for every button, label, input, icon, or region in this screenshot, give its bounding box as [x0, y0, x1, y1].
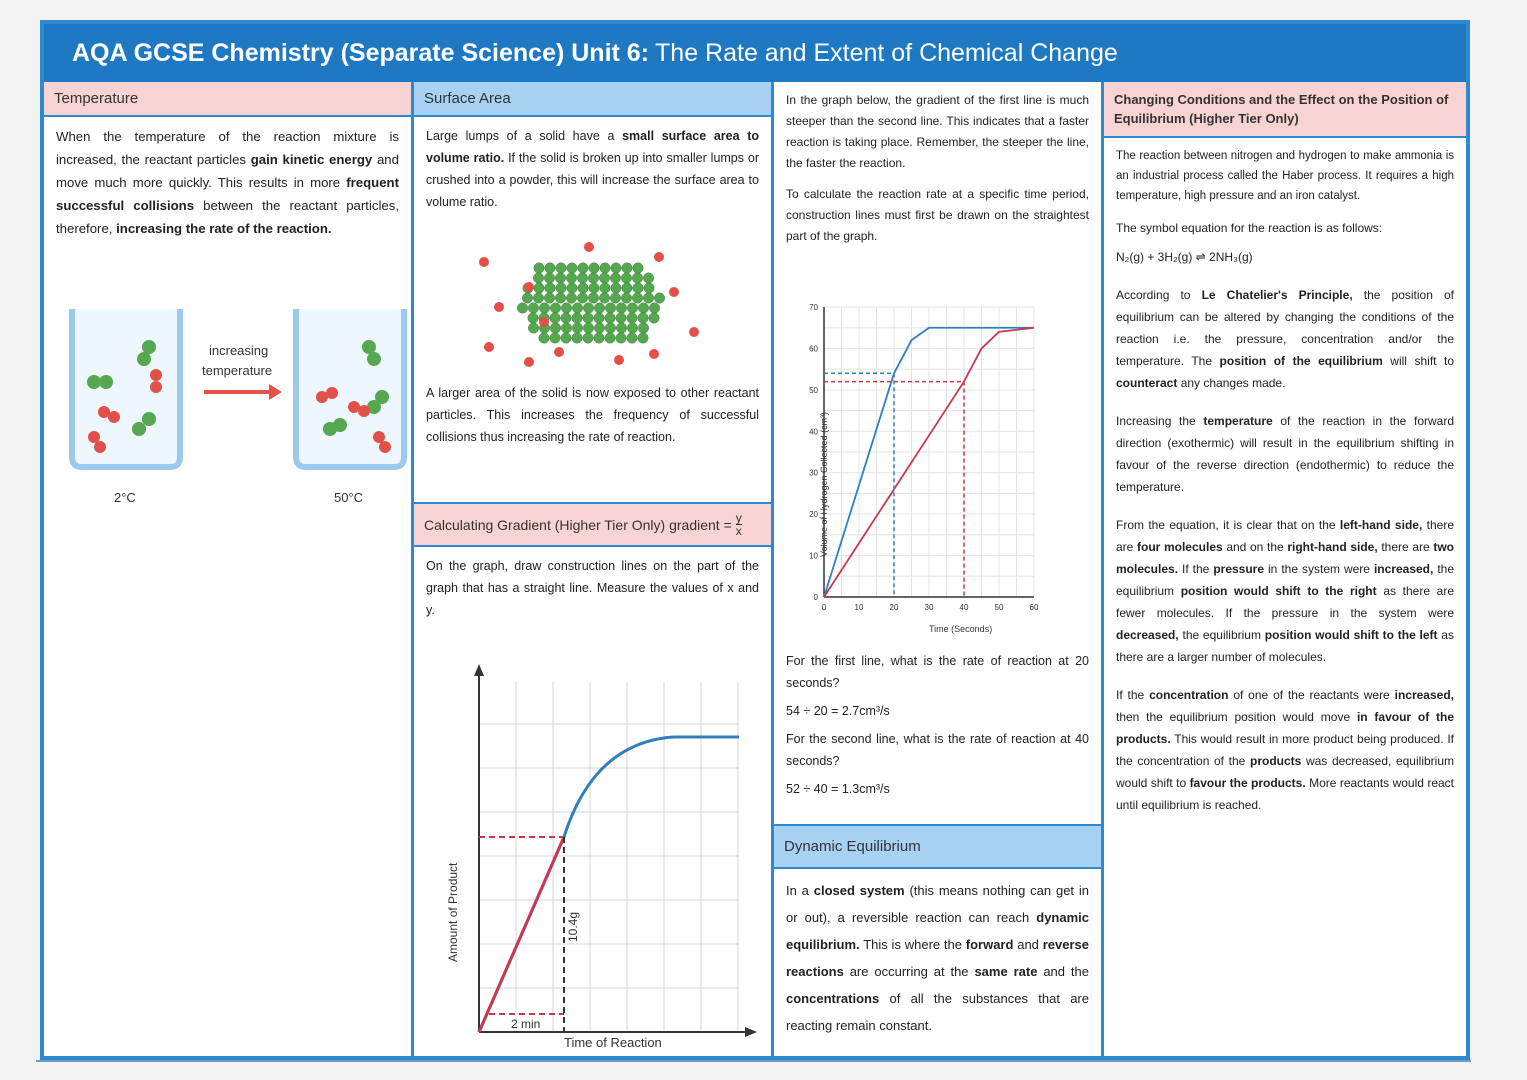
ce-bold-4: products	[1249, 754, 1302, 768]
ce-text-5: was decreased, equilibrium would shift to	[1116, 754, 1454, 790]
pe-text-8: as there are fewer molecules. If the pressure in the system were	[1116, 584, 1454, 620]
fraction-numerator: y	[735, 511, 742, 525]
te-text-2: of the reaction in the forward direction (exothermic) will result in the equilibrium shifting in favour of the reverse direction (endothermic) to reduce the temperature.	[1116, 414, 1455, 494]
temperature-text-3: between the reactant particles, therefore,	[56, 198, 399, 236]
x-value-label: 2 min	[511, 1017, 541, 1031]
gradient-x-label: Time of Reaction	[564, 1035, 662, 1050]
y-tick-label: 70	[809, 303, 818, 312]
ce-text-1: If the	[1116, 688, 1145, 702]
dyn-text-2: (this means nothing can get in or out), a reversible reaction can reach	[786, 883, 1089, 925]
title-rest: The Rate and Extent of Chemical Change	[655, 38, 1118, 67]
particles-diagram	[429, 242, 759, 372]
haber-text: The reaction between nitrogen and hydrogen to make ammonia is an industrial process called the Haber process. It requires a high temperature, high pressure and an iron catalyst.	[1116, 150, 1454, 202]
dyn-text-6: and the	[1043, 964, 1089, 979]
fraction-denominator: x	[735, 524, 742, 538]
pe-text-3: and on the	[1226, 540, 1284, 554]
rate-construction-text: To calculate the reaction rate at a specific time period, construction lines must first be drawn on the straightest part of the graph.	[786, 187, 1089, 243]
rate-questions	[774, 642, 1101, 814]
te-bold-1: temperature	[1203, 414, 1273, 428]
te-text-1: Increasing the	[1116, 414, 1196, 428]
gradient-text: On the graph, draw construction lines on the part of the graph that has a straight line. Measure the values of x and y.	[426, 559, 759, 617]
question-2: For the second line, what is the rate of reaction at 40 seconds?	[786, 732, 1089, 768]
y-tick-label: 30	[809, 468, 818, 478]
gradient-heading-text: Calculating Gradient (Higher Tier Only) gradient =	[424, 516, 732, 533]
lc-text-4: any changes made.	[1180, 376, 1286, 390]
pe-bold-6: increased,	[1373, 562, 1434, 576]
x-tick-label: 40	[959, 603, 969, 612]
x-axis-arrowhead	[745, 1027, 757, 1037]
x-tick-label: 30	[924, 603, 934, 612]
surface-text-1: Large lumps of a solid have a	[426, 129, 615, 143]
dynamic-equilibrium-heading: Dynamic Equilibrium	[774, 824, 1101, 869]
cold-temp-label: 2°C	[114, 490, 136, 505]
dyn-text-5: are occurring at the	[849, 964, 969, 979]
lc-bold-2: position of the equilibrium	[1219, 354, 1383, 368]
pe-bold-5: pressure	[1213, 562, 1265, 576]
dyn-bold-3: forward	[965, 937, 1014, 952]
dyn-bold-6: concentrations	[786, 991, 880, 1006]
arrow-label-1: increasing	[209, 343, 269, 358]
pe-text-9: the equilibrium	[1182, 628, 1261, 642]
ce-text-3: then the equilibrium position would move	[1116, 710, 1351, 724]
pressure-effect-text	[1104, 506, 1466, 676]
ce-bold-5: favour the products.	[1189, 776, 1306, 790]
dyn-bold-2: dynamic equilibrium.	[786, 910, 1089, 952]
pe-text-5: If the	[1182, 562, 1210, 576]
answer-2: 52 ÷ 40 = 1.3cm³/s	[786, 782, 890, 796]
pe-bold-9: position would shift to the left	[1264, 628, 1438, 642]
title-bold: AQA GCSE Chemistry (Separate Science) Unit 6:	[72, 38, 650, 67]
x-tick-label: 0	[821, 603, 827, 612]
rate-chart	[779, 297, 1099, 637]
dyn-text-4: and	[1017, 937, 1039, 952]
dyn-text-7: of all the substances that are reacting remain constant.	[786, 991, 1089, 1033]
question-1: For the first line, what is the rate of reaction at 20 seconds?	[786, 654, 1089, 690]
title-banner	[44, 24, 1466, 82]
pe-text-1: From the equation, it is clear that on the	[1116, 518, 1336, 532]
temperature-heading: Temperature	[44, 82, 411, 117]
le-chatelier-text	[1104, 276, 1466, 402]
page-edge-line	[36, 1060, 1471, 1062]
symbol-equation: N₂(g) + 3H₂(g) ⇌ 2NH₃(g)	[1116, 250, 1253, 264]
beaker-cold	[72, 309, 180, 467]
y-tick-label: 60	[809, 344, 818, 354]
conditions-heading: Changing Conditions and the Effect on the Position of Equilibrium (Higher Tier Only)	[1104, 82, 1466, 138]
ce-bold-2: increased,	[1394, 688, 1454, 702]
lc-text-2: the position of equilibrium can be altered by changing the conditions of the reaction i.e. the pressure, concentration and/or the temperature. The	[1116, 288, 1454, 368]
temperature-text	[44, 117, 411, 248]
rate-chart-grid	[824, 307, 1034, 597]
temperature-bold-1: gain kinetic energy	[250, 152, 373, 167]
lc-text-3: will shift to	[1390, 354, 1455, 368]
pe-bold-3: right-hand side,	[1287, 540, 1378, 554]
lc-bold-1: Le Chatelier's Principle,	[1201, 288, 1353, 302]
surface-area-heading: Surface Area	[414, 82, 771, 117]
temperature-bold-3: increasing the rate of the reaction.	[116, 221, 332, 236]
beaker-hot	[296, 309, 404, 467]
pe-text-2: there are	[1116, 518, 1454, 554]
ce-bold-3: in favour of the products.	[1116, 710, 1454, 746]
y-tick-label: 50	[809, 385, 818, 395]
increase-arrow	[204, 384, 282, 400]
arrow-label-2: temperature	[202, 363, 273, 378]
y-axis-arrowhead	[474, 664, 484, 676]
x-tick-label: 60	[1029, 603, 1039, 612]
equation-intro: The symbol equation for the reaction is as follows:	[1116, 221, 1383, 235]
gradient-grid	[479, 682, 739, 1032]
pe-bold-1: left-hand side,	[1339, 518, 1423, 532]
dyn-bold-4: reverse reactions	[786, 937, 1089, 979]
concentration-effect-text	[1104, 676, 1466, 824]
rate-chart-y-label: Volume of Hydrogen Collected (cm³)	[819, 411, 829, 557]
gradient-graph	[419, 642, 759, 1052]
surface-bold-1: small surface area to volume ratio.	[426, 129, 760, 165]
temperature-bold-2: frequent successful collisions	[56, 175, 399, 213]
x-tick-label: 20	[889, 603, 899, 612]
surface-text-2: If the solid is broken up into smaller lumps or crushed into a powder, this will increase the surface area to volume ratio.	[426, 151, 759, 209]
surface-area-text-2: A larger area of the solid is now exposed to other reactant particles. This increases the frequency of successful collisions thus increasing the rate of reaction.	[426, 386, 759, 444]
pe-text-7: the equilibrium	[1116, 562, 1455, 598]
dyn-text-3: This is where the	[863, 937, 962, 952]
ce-text-2: of one of the reactants were	[1233, 688, 1390, 702]
lc-text-1: According to	[1116, 288, 1191, 302]
pe-text-4: there are	[1381, 540, 1430, 554]
rate-chart-x-ticks	[822, 603, 1039, 612]
y-tick-label: 20	[809, 510, 818, 520]
temperature-text-2: and move much more quickly. This results in more	[56, 152, 399, 190]
gradient-heading	[414, 502, 771, 547]
pe-text-6: in the system were	[1268, 562, 1370, 576]
knowledge-organiser	[40, 20, 1470, 1060]
temperature-diagram	[54, 297, 414, 517]
pe-bold-8: decreased,	[1116, 628, 1179, 642]
temperature-effect-text	[1104, 402, 1466, 506]
ce-bold-1: concentration	[1149, 688, 1229, 702]
x-tick-label: 50	[994, 603, 1004, 612]
gradient-fraction	[736, 512, 742, 537]
y-tick-label: 40	[809, 427, 818, 437]
dyn-bold-5: same rate	[974, 964, 1038, 979]
rate-column	[774, 82, 1104, 1056]
tangent-line	[479, 837, 564, 1032]
y-tick-label: 0	[813, 593, 818, 602]
dyn-bold-1: closed system	[813, 883, 905, 898]
dynamic-equilibrium-text	[774, 869, 1101, 1047]
dyn-text-1: In a	[786, 883, 809, 898]
rate-chart-y-ticks	[809, 303, 818, 602]
temperature-text-1: When the temperature of the reaction mixture is increased, the reactant particles	[56, 129, 399, 167]
pe-text-10: as there are a larger number of molecules.	[1116, 628, 1454, 664]
pe-bold-4: two molecules.	[1116, 540, 1455, 576]
hot-temp-label: 50°C	[334, 490, 364, 505]
y-value-label: 10.4g	[566, 911, 580, 942]
conditions-column	[1104, 82, 1466, 1056]
pe-bold-2: four molecules	[1137, 540, 1223, 554]
gradient-y-label: Amount of Product	[446, 862, 460, 962]
pe-bold-7: position would shift to the right	[1180, 584, 1377, 598]
ce-text-4: This would result in more product being produced. If the concentration of the	[1116, 732, 1454, 768]
y-tick-label: 10	[809, 551, 818, 561]
ce-text-6: More reactants would react until equilibrium is reached.	[1116, 776, 1454, 812]
x-tick-label: 10	[854, 603, 864, 612]
surface-area-column	[414, 82, 774, 1056]
rate-chart-x-label: Time (Seconds)	[929, 624, 993, 634]
solid-lump	[517, 263, 664, 343]
surface-area-text	[414, 117, 771, 221]
temperature-column	[44, 82, 414, 1056]
rate-intro-text: In the graph below, the gradient of the first line is much steeper than the second line. This indicates that a faster reaction is taking place. Remember, the steeper the line, the faster the reaction.	[786, 93, 1089, 170]
answer-1: 54 ÷ 20 = 2.7cm³/s	[786, 704, 890, 718]
lc-bold-3: counteract	[1116, 376, 1178, 390]
